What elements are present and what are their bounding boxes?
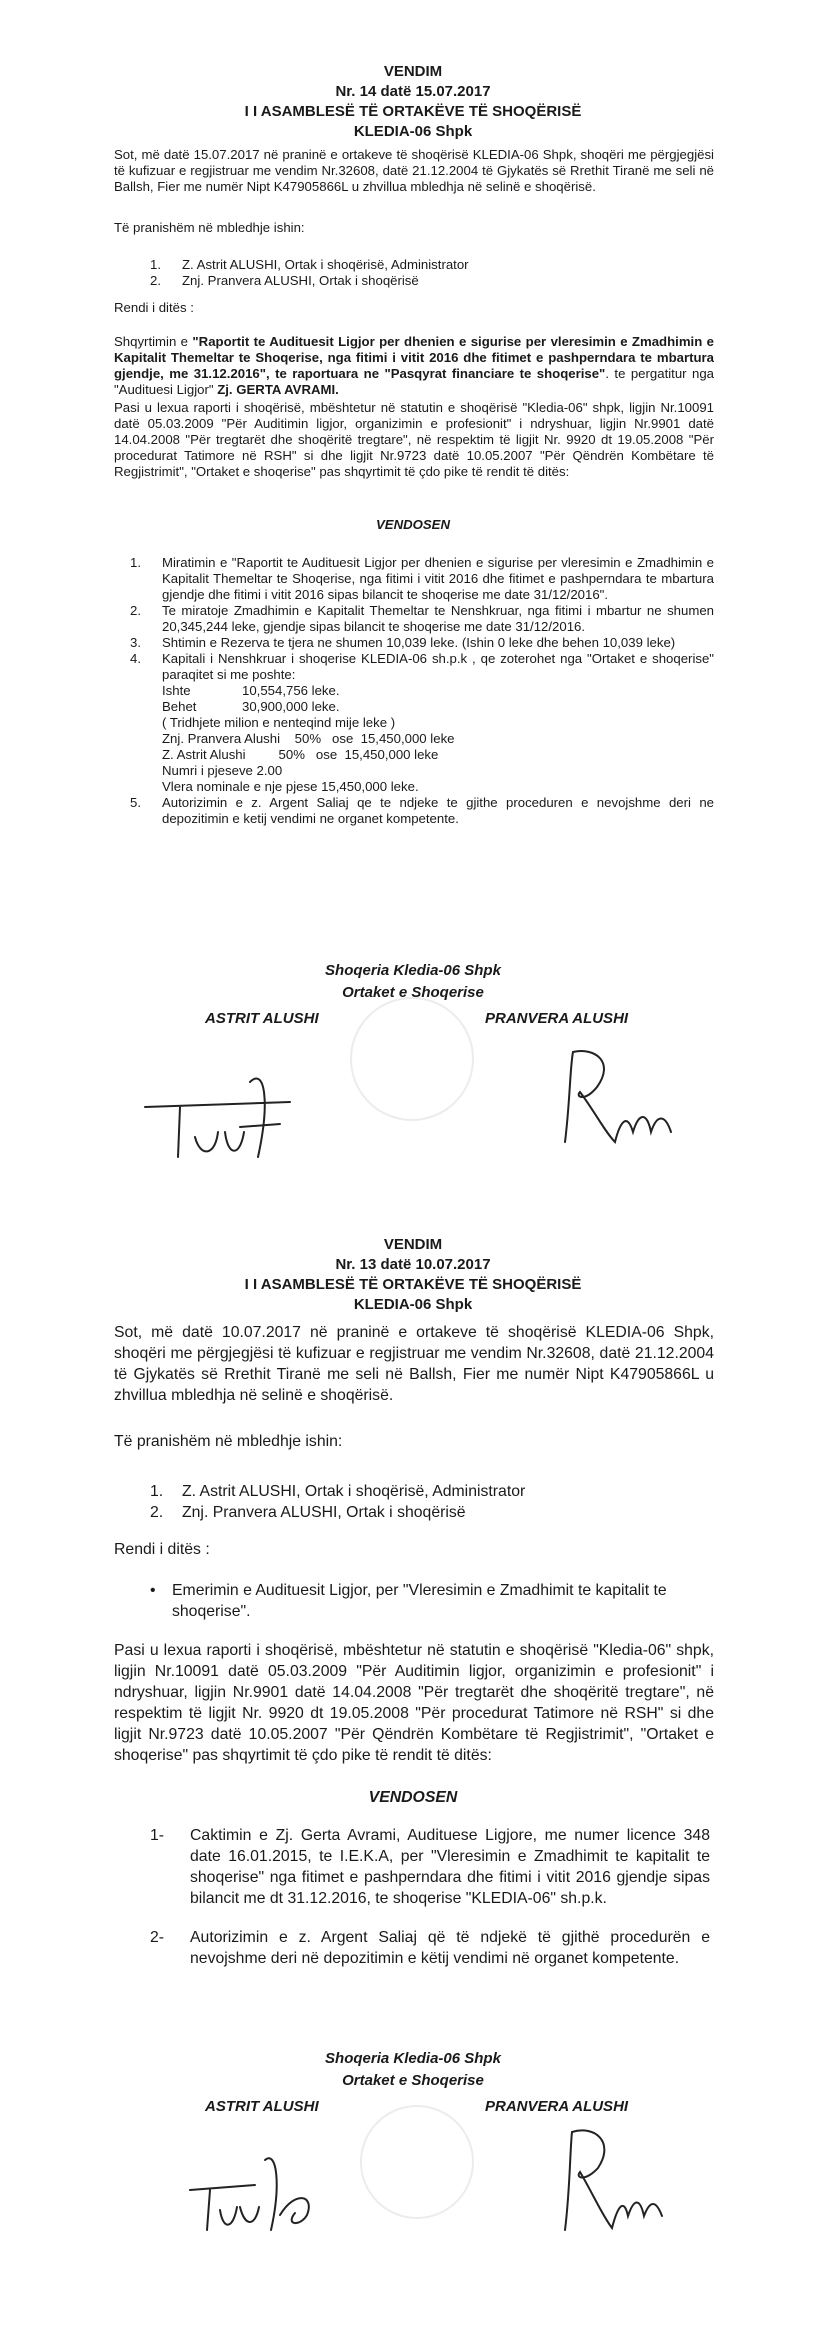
- list-item: 2- Autorizimin e z. Argent Saliaj që të ndjekë të gjithë procedurën e nevojshme deri në depozitimin e këtij vendimi në organet kompetente.: [150, 1929, 710, 1967]
- decision-title: VENDIM Nr. 14 datë 15.07.2017 I I ASAMBLESË TË ORTAKËVE TË SHOQËRISË KLEDIA-06 Shpk: [0, 62, 826, 142]
- intro-paragraph: Sot, më datë 10.07.2017 në praninë e ortakeve të shoqërisë KLEDIA-06 Shpk, shoqëri me përgjegjësi të kufizuar e regjistruar me vendim Nr.32608, datë 21.12.2004 të Gjykatës së Rrethit Tiranë me seli në Ballsh, Fier me numër Nipt K47905866L u zhvillua mbledhja në selinë e shoqërisë.: [114, 1324, 714, 1404]
- decides-heading: VENDOSEN: [368, 1789, 458, 1806]
- signature-pranvera-icon: [530, 2120, 700, 2240]
- signatory-right: PRANVERA ALUSHI: [485, 2098, 629, 2115]
- decision-items: [150, 1825, 710, 1969]
- stamp-watermark: [360, 2105, 474, 2219]
- list-item: 1. Z. Astrit ALUSHI, Ortak i shoqërisë, Administrator: [150, 257, 469, 272]
- agenda-paragraph: Shqyrtimin e "Raportit te Audituesit Ligjor per dhenien e sigurise per vleresimin e Zmadhimin e Kapitalit Themeltar te Shoqerise, nga fitimi i vitit 2016 dhe fitimet e pashperndara te mbartura gjendje, me 31.12.2016", te raportuara ne "Pasqyrat financiare te shoqerise". te pergatitur nga "Audituesi Ligjor" Zj. GERTA AVRAMI.: [114, 334, 714, 397]
- signature-pranvera-icon: [535, 1042, 715, 1152]
- signatory-left: ASTRIT ALUSHI: [205, 2098, 319, 2115]
- decision-title: VENDIM Nr. 13 datë 10.07.2017 I I ASAMBLESË TË ORTAKËVE TË SHOQËRISË KLEDIA-06 Shpk: [0, 1235, 826, 1315]
- list-item: 2. Te miratoje Zmadhimin e Kapitalit Themeltar te Nenshkruar, nga fitimi i mbartur ne shumen 20,345,244 leke, gjendje sipas bilancit te shoqerise me date 31/12/2016.: [130, 603, 714, 634]
- signatory-right: PRANVERA ALUSHI: [485, 1010, 629, 1027]
- agenda-list: [150, 1580, 710, 1622]
- company-name: KLEDIA-06 Shpk: [353, 1296, 473, 1313]
- list-item: 1- Caktimin e Zj. Gerta Avrami, Audituese Ligjore, me numer licence 348 date 16.01.2015, te I.E.K.A, per "Vleresimin e Zmadhimit te kapitalit te shoqerise" nga fitimet e pashperndara dhe fitimi i vitit 2016 gjendje sipas bilancit me dt 31.12.2016, te shoqerise "KLEDIA-06" sh.p.k.: [150, 1827, 710, 1907]
- present-list: [150, 257, 734, 289]
- list-item: 2. Znj. Pranvera ALUSHI, Ortak i shoqërisë: [150, 273, 419, 288]
- signatory-left: ASTRIT ALUSHI: [205, 1010, 319, 1027]
- after-read-paragraph: Pasi u lexua raporti i shoqërisë, mbështetur në statutin e shoqërisë "Kledia-06" shpk, ligjin Nr.10091 datë 05.03.2009 "Për Auditimin ligjor, organizimin e profesionit" i ndryshuar, ligjin Nr.9901 datë 14.04.2008 "Për tregtarët dhe shoqëritë tregtare", në respektim të ligjit Nr. 9920 dt 19.05.2008 "Për procedurat Tatimore në RSH" si dhe ligjit Nr.9723 datë 10.05.2007 "Për Qëndrën Kombëtare të Regjistrimit", "Ortaket e shoqerise" pas shqyrtimit të çdo pike të rendit të ditës:: [114, 400, 714, 479]
- stamp-watermark: [350, 997, 474, 1121]
- list-item: 4. Kapitali i Nenshkruar i shoqerise KLEDIA-06 sh.p.k , qe zoterohet nga "Ortaket e shoqerise" paraqitet si me poshte: Ishte 10,554,756 leke. Behet 30,900,000 leke. ( Tridhjete milion e nenteqind mije leke ) Znj. Pranvera Alushi 50% ose 15,450,000 leke Z. Astrit Alushi 50% ose 15,450,000 leke Numri i pjeseve 2.00 Vlera nominale e nje pjese 15,450,000 leke.: [130, 651, 714, 794]
- decides-heading: VENDOSEN: [375, 517, 450, 532]
- signature-block-title: Shoqeria Kledia-06 Shpk Ortaket e Shoqerise: [325, 2050, 501, 2089]
- assembly-line: I I ASAMBLESË TË ORTAKËVE TË SHOQËRISË: [244, 103, 582, 120]
- present-list: [150, 1481, 734, 1523]
- list-item: 1. Miratimin e "Raportit te Audituesit Ligjor per dhenien e sigurise per vleresimin e Zmadhimin e Kapitalit Themeltar te Shoqerise, nga fitimi i vitit 2016 dhe fitimet e pashperndara te mbartura gjendje dhe fitimi i vitit 2016 sipas bilancit te shoqerise me date 31/12/2016".: [130, 555, 714, 602]
- present-heading: Të pranishëm në mbledhje ishin:: [114, 220, 305, 235]
- list-item: • Emerimin e Audituesit Ligjor, per "Vleresimin e Zmadhimit te kapitalit te shoqerise".: [150, 1582, 667, 1620]
- intro-paragraph: Sot, më datë 15.07.2017 në praninë e ortakeve të shoqërisë KLEDIA-06 Shpk, shoqëri me përgjegjësi të kufizuar e regjistruar me vendim Nr.32608, datë 21.12.2004 të Gjykatës së Rrethit Tiranë me seli në Ballsh, Fier me numër Nipt K47905866L u zhvillua mbledhja në selinë e shoqërisë.: [114, 147, 714, 194]
- decision-items: [130, 555, 714, 827]
- signature-block-title: Shoqeria Kledia-06 Shpk Ortaket e Shoqerise: [325, 962, 501, 1001]
- agenda-heading: Rendi i ditës :: [114, 1541, 210, 1558]
- list-item: 5. Autorizimin e z. Argent Saliaj qe te ndjeke te gjithe proceduren e nevojshme deri ne depozitimin e ketij vendimi ne organet kompetente.: [130, 795, 714, 826]
- present-heading: Të pranishëm në mbledhje ishin:: [114, 1433, 343, 1450]
- assembly-line: I I ASAMBLESË TË ORTAKËVE TË SHOQËRISË: [244, 1276, 582, 1293]
- list-item: 2. Znj. Pranvera ALUSHI, Ortak i shoqërisë: [150, 1504, 466, 1521]
- list-item: 1. Z. Astrit ALUSHI, Ortak i shoqërisë, Administrator: [150, 1483, 526, 1500]
- company-name: KLEDIA-06 Shpk: [353, 123, 473, 140]
- decision-number: Nr. 13 datë 10.07.2017: [335, 1256, 491, 1273]
- signature-astrit-icon: [185, 2145, 345, 2255]
- after-read-paragraph: Pasi u lexua raporti i shoqërisë, mbështetur në statutin e shoqërisë "Kledia-06" shpk, ligjin Nr.10091 datë 05.03.2009 "Për Auditimin ligjor, organizimin e profesionit" i ndryshuar, ligjin Nr.9901 datë 14.04.2008 "Për tregtarët dhe shoqëritë tregtare", në respektim të ligjit Nr. 9920 dt 19.05.2008 "Për procedurat Tatimore në RSH" si dhe ligjit Nr.9723 datë 10.05.2007 "Për Qëndrën Kombëtare të Regjistrimit", "Ortaket e shoqerise" pas shqyrtimit të çdo pike të rendit të ditës:: [114, 1642, 714, 1764]
- signature-astrit-icon: [140, 1062, 340, 1172]
- list-item: 3. Shtimin e Rezerva te tjera ne shumen 10,039 leke. (Ishin 0 leke dhe behen 10,039 leke): [130, 635, 676, 650]
- agenda-heading: Rendi i ditës :: [114, 300, 194, 315]
- decision-number: Nr. 14 datë 15.07.2017: [335, 83, 491, 100]
